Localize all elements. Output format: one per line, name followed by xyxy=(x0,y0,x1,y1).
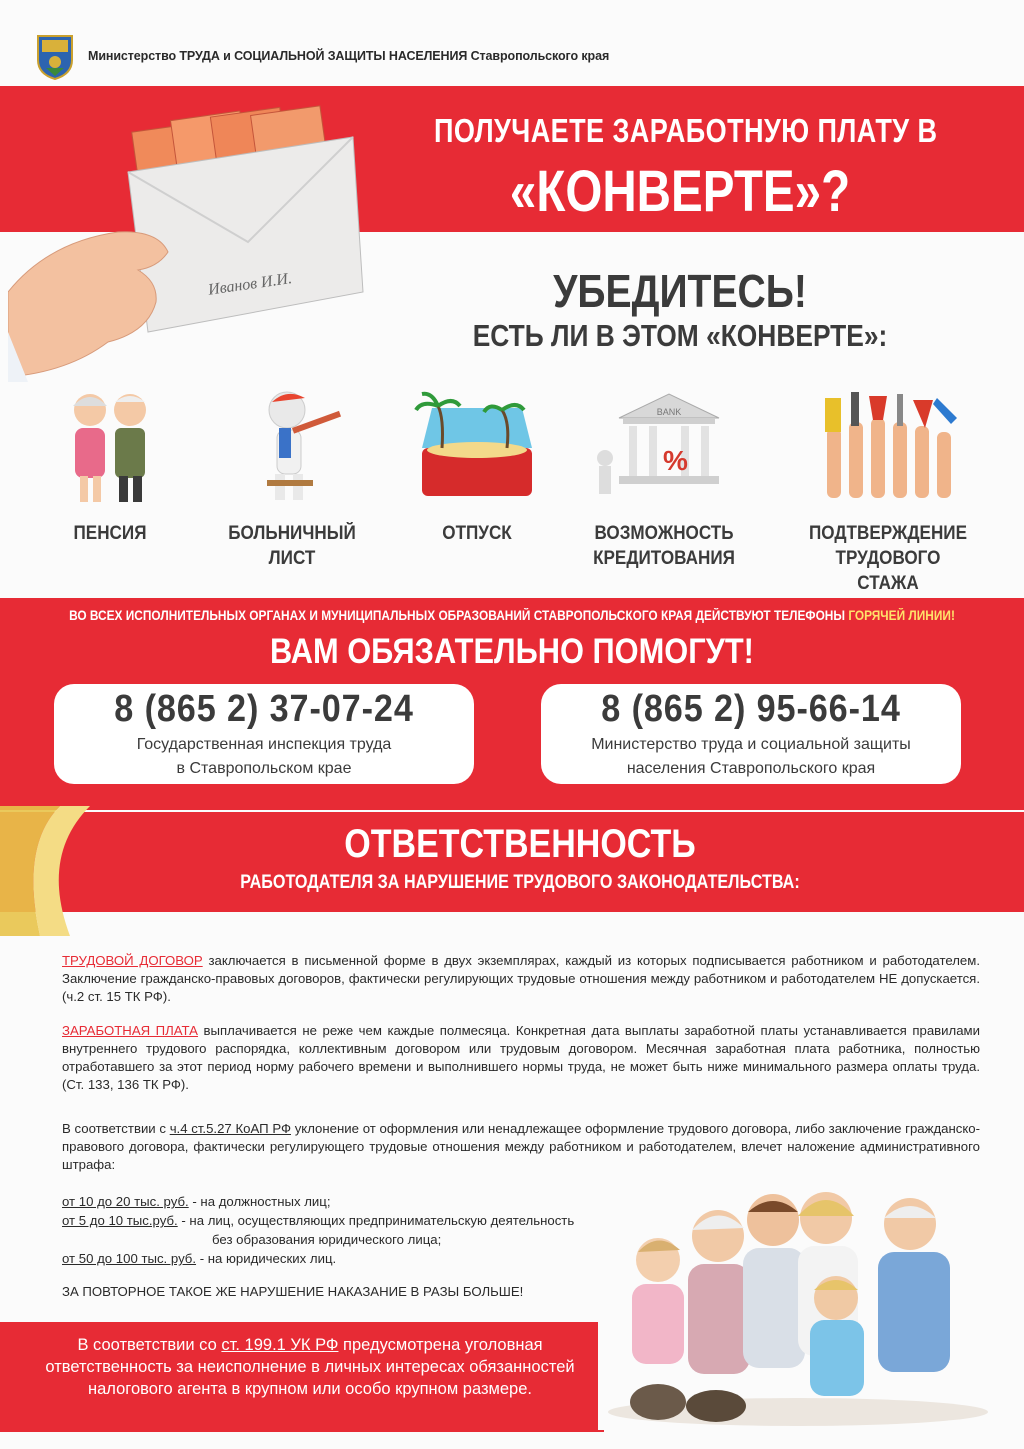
repeat-warning: ЗА ПОВТОРНОЕ ТАКОЕ ЖЕ НАРУШЕНИЕ НАКАЗАНИЕ В РАЗЫ БОЛЬШЕ! xyxy=(62,1284,524,1299)
coat-of-arms-icon xyxy=(34,32,76,80)
check-heading: УБЕДИТЕСЬ! xyxy=(553,265,807,317)
benefit-label: ВОЗМОЖНОСТЬ КРЕДИТОВАНИЯ xyxy=(593,523,735,569)
fines-list xyxy=(62,1192,574,1268)
hotline-intro: ВО ВСЕХ ИСПОЛНИТЕЛЬНЫХ ОРГАНАХ И МУНИЦИПАЛЬНЫХ ОБРАЗОВАНИЙ СТАВРОПОЛЬСКОГО КРАЯ ДЕЙСТВУЮТ ТЕЛЕФОНЫ ГОРЯЧЕЙ ЛИНИИ! xyxy=(69,608,955,623)
benefit-vacation xyxy=(392,388,562,546)
check-subheading: ЕСТЬ ЛИ В ЭТОМ «КОНВЕРТЕ»: xyxy=(472,318,888,353)
uk-link: ст. 199.1 УК РФ xyxy=(221,1336,339,1354)
benefit-pension xyxy=(25,388,195,546)
responsibility-title: ОТВЕТСТВЕННОСТЬ xyxy=(344,822,696,866)
criminal-text: В соответствии со ст. 199.1 УК РФ предусмотрена уголовная ответственность за неисполнение в личных интересах обязанностей налогового агента в крупном или особо крупном размере. xyxy=(45,1336,575,1398)
salary-paragraph: ЗАРАБОТНАЯ ПЛАТА выплачивается не реже чем каждые полмесяца. Конкретная дата выплаты заработной платы устанавливается правилами внутреннего трудового распорядка, коллективным договором или трудовым договором. Месячная заработная плата работника, полностью отработавшего за этот период норму рабочего времени и выполнившего нормы труда, не может быть ниже минимального размера оплаты труда. (Ст. 133, 136 ТК РФ). xyxy=(62,1023,980,1092)
term-labor-contract: ТРУДОВОЙ ДОГОВОР xyxy=(62,953,203,968)
phone-org-line2: в Ставропольском крае xyxy=(176,760,352,777)
hero-title-line2: «КОНВЕРТЕ»? xyxy=(509,159,851,224)
family-photo-icon xyxy=(598,1180,1008,1430)
hero-title-line1: ПОЛУЧАЕТЕ ЗАРАБОТНУЮ ПЛАТУ В xyxy=(434,112,938,149)
benefit-label: БОЛЬНИЧНЫЙ ЛИСТ xyxy=(228,523,356,569)
phone-card-ministry xyxy=(541,684,961,784)
koap-paragraph: В соответствии с ч.4 ст.5.27 КоАП РФ уклонение от оформления или ненадлежащее оформление трудового договора, либо заключение гражданско-правового договора, фактически регулирующего трудовые отношения между работником и работодателем, влечет наложение административного штрафа: xyxy=(62,1121,981,1172)
phone-org-line1: Министерство труда и социальной защиты xyxy=(591,736,911,753)
gold-ribbon-icon xyxy=(0,806,130,936)
ministry-name: Министерство ТРУДА и СОЦИАЛЬНОЙ ЗАЩИТЫ НАСЕЛЕНИЯ Ставропольского края xyxy=(88,49,610,63)
bank-sign: BANK xyxy=(656,407,682,417)
phone-number[interactable]: 8 (865 2) 37-07-24 xyxy=(114,688,414,730)
benefit-label: ПОДТВЕРЖДЕНИЕ ТРУДОВОГО СТАЖА xyxy=(808,523,968,594)
phone-number[interactable]: 8 (865 2) 95-66-14 xyxy=(601,688,901,730)
responsibility-subtitle: РАБОТОДАТЕЛЯ ЗА НАРУШЕНИЕ ТРУДОВОГО ЗАКОНОДАТЕЛЬСТВА: xyxy=(240,872,800,893)
benefit-label: ОТПУСК xyxy=(442,523,512,544)
phone-card-inspection xyxy=(54,684,474,784)
hotline-highlight: ГОРЯЧЕЙ ЛИНИИ! xyxy=(848,608,955,623)
fine-item: от 5 до 10 тыс.руб. - на лиц, осуществляющих предпринимательскую деятельность xyxy=(62,1213,575,1228)
envelope-hand-icon xyxy=(8,92,368,382)
bank-icon xyxy=(589,388,739,506)
benefit-credit xyxy=(579,388,749,571)
envelope-name: Иванов И.И. xyxy=(207,270,294,299)
fine-item: без образования юридического лица; xyxy=(212,1232,442,1247)
phone-org-line1: Государственная инспекция труда xyxy=(136,736,392,753)
suitcase-beach-icon xyxy=(402,388,552,506)
help-heading: ВАМ ОБЯЗАТЕЛЬНО ПОМОГУТ! xyxy=(270,632,754,671)
term-salary: ЗАРАБОТНАЯ ПЛАТА xyxy=(62,1023,198,1038)
benefit-sick-leave xyxy=(207,388,377,571)
elderly-couple-icon xyxy=(35,388,185,506)
benefit-label: ПЕНСИЯ xyxy=(73,523,147,544)
hands-tools-icon xyxy=(813,388,963,506)
koap-link: ч.4 ст.5.27 КоАП РФ xyxy=(169,1121,291,1136)
svg-text:%: % xyxy=(663,445,688,476)
fine-item: от 10 до 20 тыс. руб. - на должностных лиц; xyxy=(62,1194,331,1209)
benefit-work-experience xyxy=(793,388,983,596)
fine-item: от 50 до 100 тыс. руб. - на юридических лиц. xyxy=(62,1251,337,1266)
labor-contract-paragraph: ТРУДОВОЙ ДОГОВОР заключается в письменной форме в двух экземплярах, каждый из которых подписывается работником и работодателем. Заключение гражданско-правовых договоров, фактически регулирующих трудовые отношения между работником и работодателем НЕ допускается. (ч.2 ст. 15 ТК РФ). xyxy=(62,953,980,1004)
sick-person-icon xyxy=(217,388,367,506)
phone-org-line2: населения Ставропольского края xyxy=(626,760,876,777)
header xyxy=(34,32,609,80)
